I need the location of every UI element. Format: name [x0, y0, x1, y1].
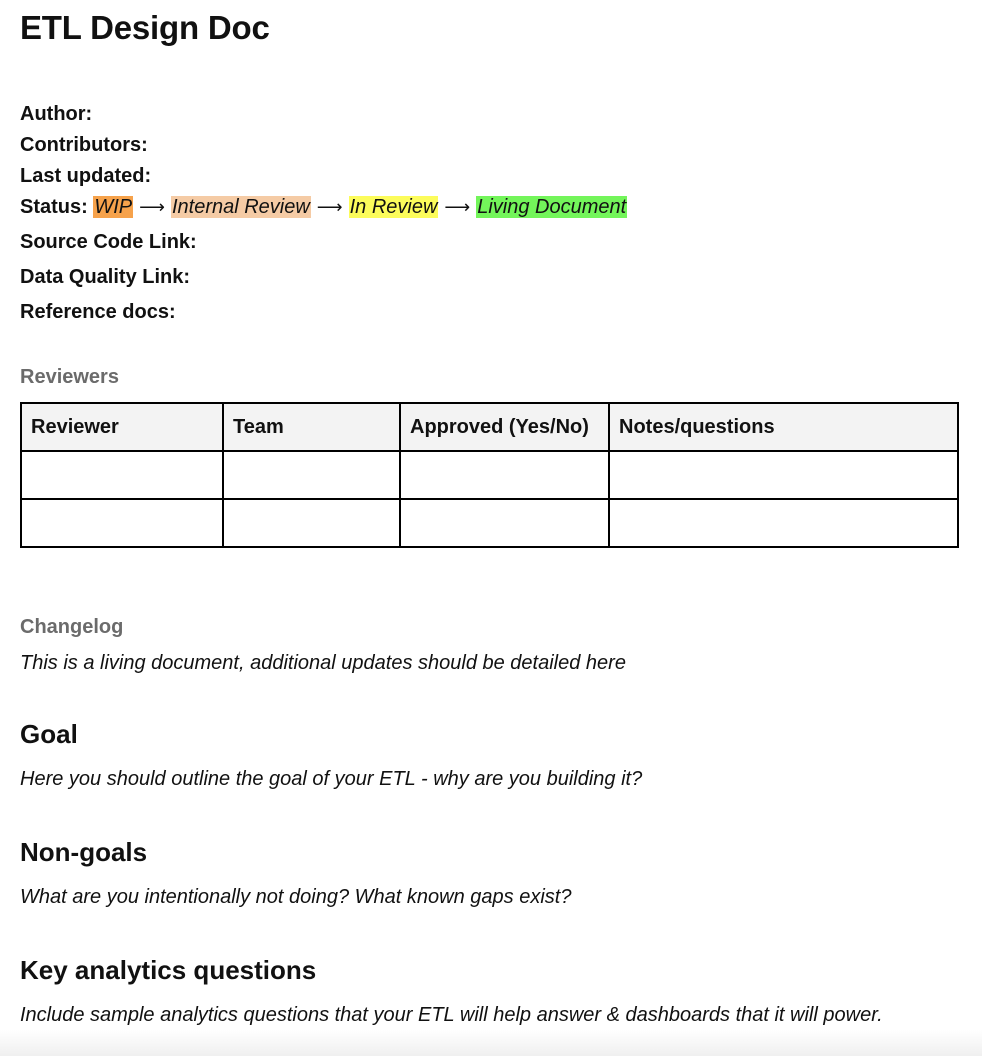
- reference-docs-label: Reference docs:: [20, 301, 176, 323]
- reviewers-section-label: Reviewers: [20, 366, 119, 388]
- status-chip-in-review: In Review: [349, 196, 438, 218]
- arrow-right-icon: ⟶: [139, 197, 165, 218]
- status-chip-wip: WIP: [94, 196, 133, 218]
- status-steps: [93, 196, 627, 218]
- arrow-right-icon: ⟶: [444, 197, 471, 218]
- goal-heading: Goal: [20, 719, 78, 749]
- table-cell[interactable]: [21, 499, 223, 547]
- changelog-text: This is a living document, additional updates should be detailed here: [20, 652, 626, 674]
- last-updated-field: [20, 163, 151, 189]
- column-header-notes: Notes/questions: [609, 403, 958, 451]
- table-cell[interactable]: [609, 451, 958, 499]
- key-analytics-questions-heading: Key analytics questions: [20, 955, 317, 985]
- column-header-team: Team: [223, 403, 400, 451]
- column-header-approved: Approved (Yes/No): [400, 403, 609, 451]
- status-chip-living-document: Living Document: [477, 196, 627, 218]
- status-chip-internal-review: Internal Review: [171, 196, 310, 218]
- contributors-label: Contributors:: [20, 134, 148, 156]
- source-code-field: [20, 229, 197, 255]
- data-quality-label: Data Quality Link:: [20, 266, 191, 288]
- table-cell[interactable]: [21, 451, 223, 499]
- reference-docs-field: [20, 299, 176, 325]
- contributors-field: [20, 132, 148, 158]
- key-analytics-questions-text: Include sample analytics questions that your ETL will help answer & dashboards that it will power.: [20, 1004, 883, 1026]
- table-cell[interactable]: [223, 499, 400, 547]
- non-goals-heading: Non-goals: [20, 837, 148, 867]
- status-label: Status:: [20, 196, 88, 218]
- non-goals-text: What are you intentionally not doing? What known gaps exist?: [20, 886, 572, 908]
- last-updated-label: Last updated:: [20, 165, 152, 187]
- table-row: [21, 499, 958, 547]
- table-header-row: [21, 403, 958, 451]
- status-field: [20, 194, 627, 221]
- table-cell[interactable]: [223, 451, 400, 499]
- goal-text: Here you should outline the goal of your ETL - why are you building it?: [20, 768, 643, 790]
- bottom-fade-overlay: [0, 1030, 982, 1056]
- table-cell[interactable]: [400, 499, 609, 547]
- table-cell[interactable]: [400, 451, 609, 499]
- page-title: ETL Design Doc: [20, 9, 270, 46]
- arrow-right-icon: ⟶: [316, 197, 343, 218]
- changelog-section-label: Changelog: [20, 616, 124, 638]
- source-code-label: Source Code Link:: [20, 231, 197, 253]
- column-header-reviewer: Reviewer: [21, 403, 223, 451]
- author-label: Author:: [20, 103, 93, 125]
- reviewers-table: [20, 402, 959, 548]
- data-quality-field: [20, 264, 190, 290]
- table-cell[interactable]: [609, 499, 958, 547]
- author-field: [20, 101, 92, 127]
- table-row: [21, 451, 958, 499]
